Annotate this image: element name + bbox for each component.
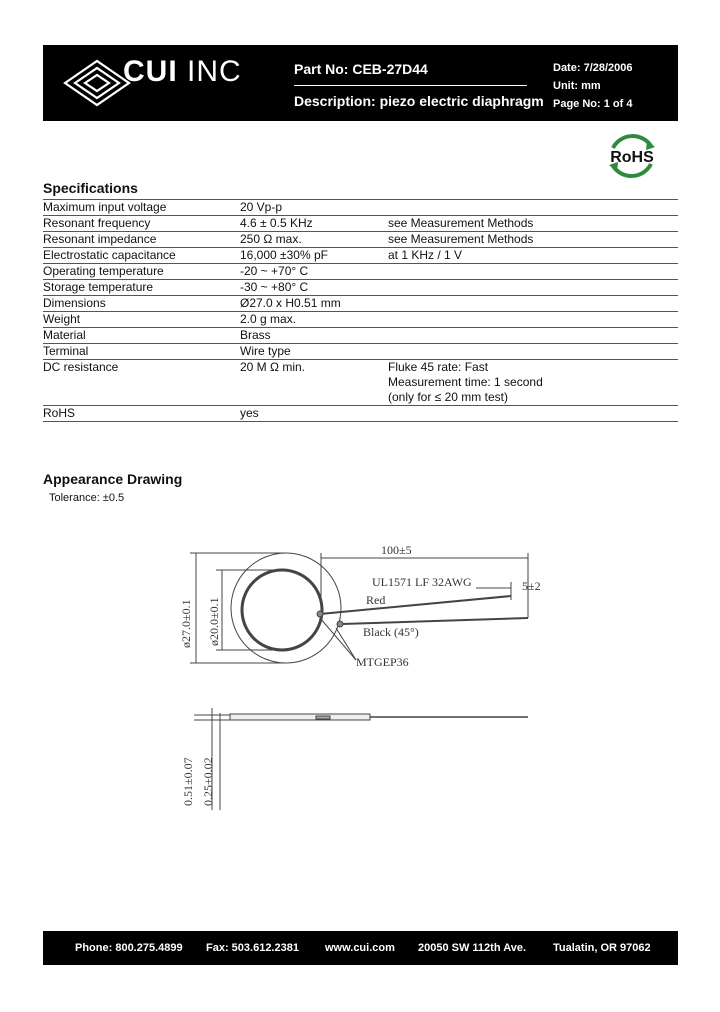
spec-note-line: at 1 KHz / 1 V [388, 248, 463, 262]
spec-row [43, 359, 678, 405]
spec-note [388, 216, 533, 231]
appearance-drawing-title: Appearance Drawing [43, 471, 183, 487]
part-no-value: CEB-27D44 [352, 61, 428, 77]
rohs-badge-text: RoHS [610, 149, 654, 166]
appearance-drawing [176, 530, 576, 820]
logo-thin-text: INC [187, 55, 242, 88]
strip-length-label: 5±2 [522, 579, 541, 593]
description-value: piezo electric diaphragm [379, 93, 544, 109]
outer-diameter-label: ø27.0±0.1 [179, 599, 193, 648]
spec-value: -30 ~ +80° C [240, 280, 309, 294]
mtgep-label: MTGEP36 [356, 655, 409, 669]
spec-value: yes [240, 406, 259, 420]
spec-name: Resonant frequency [43, 216, 151, 230]
page-label: Page No: [553, 98, 601, 110]
header-divider [294, 85, 527, 86]
spec-name: DC resistance [43, 360, 119, 374]
spec-row [43, 405, 678, 422]
spec-value: -20 ~ +70° C [240, 264, 309, 278]
spec-row [43, 215, 678, 231]
black-wire-label: Black (45°) [363, 625, 419, 639]
spec-name: Storage temperature [43, 280, 154, 294]
spec-name: Material [43, 328, 86, 342]
description [294, 93, 544, 109]
total-thickness-label: 0.51±0.07 [181, 757, 195, 806]
spec-value: 16,000 ±30% pF [240, 248, 328, 262]
spec-name: Dimensions [43, 296, 106, 310]
spec-row [43, 247, 678, 263]
spec-row [43, 295, 678, 311]
spec-value: 20 M Ω min. [240, 360, 305, 374]
spec-value: Wire type [240, 344, 291, 358]
spec-row [43, 311, 678, 327]
unit [553, 80, 601, 92]
date [553, 62, 633, 74]
unit-label: Unit: [553, 80, 579, 92]
spec-name: Terminal [43, 344, 89, 358]
spec-name: Electrostatic capacitance [43, 248, 176, 262]
spec-row [43, 263, 678, 279]
header-banner [43, 45, 678, 121]
date-value: 7/28/2006 [583, 62, 633, 74]
length-dimension-label: 100±5 [381, 543, 412, 557]
description-label: Description: [294, 93, 376, 109]
spec-note [388, 232, 533, 247]
spec-value: Brass [240, 328, 271, 342]
footer-phone: Phone: 800.275.4899 [75, 942, 183, 954]
spec-note [388, 360, 543, 405]
part-number [294, 61, 428, 77]
footer-city: Tualatin, OR 97062 [553, 942, 651, 954]
part-no-label: Part No: [294, 61, 349, 77]
spec-name: Operating temperature [43, 264, 164, 278]
red-wire-label: Red [366, 593, 386, 607]
spec-note-line: (only for ≤ 20 mm test) [388, 390, 508, 404]
spec-value: 250 Ω max. [240, 232, 302, 246]
spec-name: Maximum input voltage [43, 200, 167, 214]
spec-note-line: see Measurement Methods [388, 232, 534, 246]
spec-row [43, 199, 678, 215]
spec-row [43, 279, 678, 295]
page-number [553, 98, 632, 110]
spec-note-line: Measurement time: 1 second [388, 375, 543, 389]
footer-website[interactable]: www.cui.com [325, 942, 395, 954]
logo-wordmark [123, 55, 242, 89]
spec-value: 4.6 ± 0.5 KHz [240, 216, 313, 230]
spec-value: 20 Vp-p [240, 200, 283, 214]
date-label: Date: [553, 62, 581, 74]
spec-note [388, 248, 462, 263]
spec-name: RoHS [43, 406, 76, 420]
plate-thickness-label: 0.25±0.02 [201, 757, 215, 806]
spec-name: Weight [43, 312, 81, 326]
footer-banner [43, 931, 678, 965]
wire-spec-label: UL1571 LF 32AWG [372, 575, 472, 589]
spec-name: Resonant impedance [43, 232, 157, 246]
unit-value: mm [581, 80, 601, 92]
tolerance-note: Tolerance: ±0.5 [49, 492, 125, 504]
spec-value: 2.0 g max. [240, 312, 297, 326]
specifications-table [43, 199, 678, 422]
spec-row [43, 231, 678, 247]
inner-diameter-label: ø20.0±0.1 [207, 597, 221, 646]
rohs-badge-icon [603, 130, 661, 182]
spec-row [43, 327, 678, 343]
spec-value: Ø27.0 x H0.51 mm [240, 296, 341, 310]
footer-fax: Fax: 503.612.2381 [206, 942, 299, 954]
specifications-title: Specifications [43, 180, 138, 196]
inner-ceramic-outline [242, 570, 322, 650]
footer-address: 20050 SW 112th Ave. [418, 942, 527, 954]
spec-row [43, 343, 678, 359]
logo-bold-text: CUI [123, 55, 178, 88]
spec-note-line: see Measurement Methods [388, 216, 534, 230]
spec-note-line: Fluke 45 rate: Fast [388, 360, 489, 374]
page-value: 1 of 4 [603, 98, 633, 110]
